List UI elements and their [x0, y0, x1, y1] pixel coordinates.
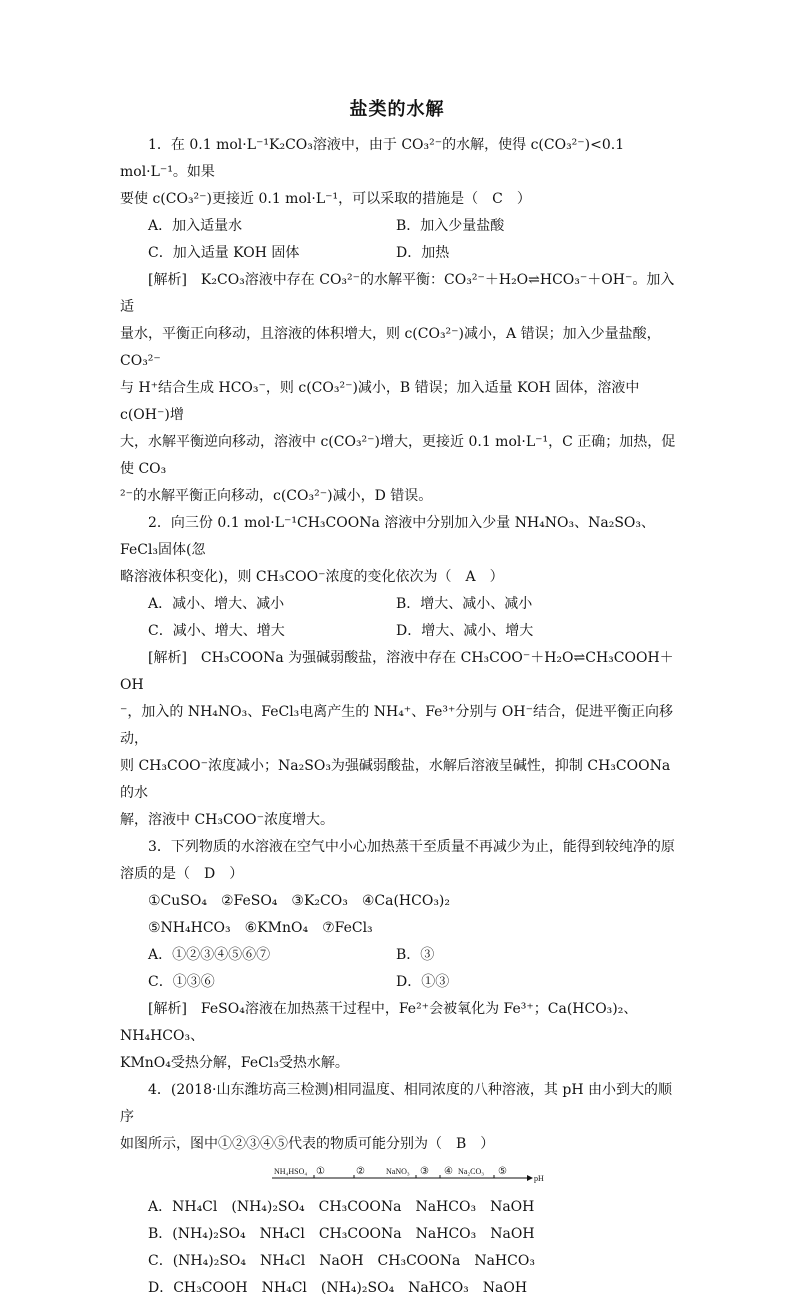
ph-order-diagram: [120, 1162, 678, 1188]
ph-label-3: ③: [420, 1166, 429, 1177]
ph-axis-label: pH: [534, 1174, 544, 1183]
q1-option-a: A．加入适量水: [148, 218, 243, 234]
q1-options-row-2: [120, 240, 678, 267]
q1-stem-line-1: 1．在 0.1 mol·L⁻¹K₂CO₃溶液中，由于 CO₃²⁻的水解，使得 c(CO₃²⁻)<0.1 mol·L⁻¹。如果: [120, 137, 625, 180]
ph-label-nh4hso4: NH₄HSO₄: [274, 1167, 308, 1176]
ph-label-4: ④: [444, 1166, 453, 1177]
q4-stem-line-1: 4．(2018·山东潍坊高三检测)相同温度、相同浓度的八种溶液，其 pH 由小到大的顺序: [120, 1082, 672, 1125]
q3-stem-line-1: 3．下列物质的水溶液在空气中小心加热蒸干至质量不再减少为止，能得到较纯净的原: [148, 839, 675, 855]
q2-explanation-line-1: [解析] CH₃COONa 为强碱弱酸盐，溶液中存在 CH₃COO⁻＋H₂O⇌CH₃COOH＋OH: [120, 650, 674, 693]
q1-explanation-line-2: 量水，平衡正向移动，且溶液的体积增大，则 c(CO₃²⁻)减小，A 错误；加入少量盐酸，CO₃²⁻: [120, 326, 661, 369]
q2-stem-line-1: 2．向三份 0.1 mol·L⁻¹CH₃COONa 溶液中分别加入少量 NH₄NO₃、Na₂SO₃、FeCl₃固体(忽: [120, 515, 656, 558]
q3-substance-list-1: ①CuSO₄ ②FeSO₄ ③K₂CO₃ ④Ca(HCO₃)₂: [148, 893, 451, 909]
q2-explanation-line-3: 则 CH₃COO⁻浓度减小；Na₂SO₃为强碱弱酸盐，水解后溶液呈碱性，抑制 CH₃COONa 的水: [120, 758, 671, 801]
q3-options-row-1: [120, 942, 678, 969]
q3-option-a: A．①②③④⑤⑥⑦: [148, 947, 271, 963]
q1-explanation-line-4: 大，水解平衡逆向移动，溶液中 c(CO₃²⁻)增大，更接近 0.1 mol·L⁻¹，C 正确；加热，促使 CO₃: [120, 434, 676, 477]
ph-label-2: ②: [356, 1166, 365, 1177]
question-2: [120, 510, 678, 834]
q3-option-c: C．①③⑥: [148, 974, 215, 990]
q3-explanation-line-1: [解析] FeSO₄溶液在加热蒸干过程中，Fe²⁺会被氧化为 Fe³⁺；Ca(HCO₃)₂、NH₄HCO₃、: [120, 1001, 638, 1044]
q4-option-a: A．NH₄Cl (NH₄)₂SO₄ CH₃COONa NaHCO₃ NaOH: [148, 1199, 535, 1215]
q1-explanation-line-1: [解析] K₂CO₃溶液中存在 CO₃²⁻的水解平衡：CO₃²⁻＋H₂O⇌HCO₃⁻＋OH⁻。加入适: [120, 272, 675, 315]
q1-stem-line-2: 要使 c(CO₃²⁻)更接近 0.1 mol·L⁻¹，可以采取的措施是（ C ）: [120, 191, 531, 207]
ph-label-nano3: NaNO₃: [386, 1167, 410, 1176]
q2-option-b: B．增大、减小、减小: [396, 596, 533, 612]
q3-options-row-2: [120, 969, 678, 996]
q4-option-c: C．(NH₄)₂SO₄ NH₄Cl NaOH CH₃COONa NaHCO₃: [148, 1253, 535, 1269]
q1-explanation-line-5: ²⁻的水解平衡正向移动，c(CO₃²⁻)减小，D 错误。: [120, 488, 433, 504]
q1-options-row-1: [120, 213, 678, 240]
q3-stem-line-2: 溶质的是（ D ）: [120, 866, 244, 882]
q2-options-row-1: [120, 591, 678, 618]
q4-option-b: B．(NH₄)₂SO₄ NH₄Cl CH₃COONa NaHCO₃ NaOH: [148, 1226, 535, 1242]
question-4: [120, 1077, 678, 1302]
q3-option-b: B．③: [396, 947, 435, 963]
page-title: 盐类的水解: [349, 99, 445, 120]
q2-explanation-line-4: 解，溶液中 CH₃COO⁻浓度增大。: [120, 812, 335, 828]
q2-option-d: D．增大、减小、增大: [396, 623, 534, 639]
q3-explanation-line-2: KMnO₄受热分解，FeCl₃受热水解。: [120, 1055, 349, 1071]
document-body: [120, 132, 678, 1302]
ph-label-5: ⑤: [498, 1166, 507, 1177]
q1-option-d: D．加热: [396, 245, 450, 261]
q2-option-c: C．减小、增大、增大: [148, 623, 285, 639]
ph-label-1: ①: [316, 1166, 325, 1177]
q1-option-c: C．加入适量 KOH 固体: [148, 245, 300, 261]
q1-option-b: B．加入少量盐酸: [396, 218, 505, 234]
question-1: [120, 132, 678, 510]
question-3: [120, 834, 678, 1077]
q3-option-d: D．①③: [396, 974, 450, 990]
q2-options-row-2: [120, 618, 678, 645]
q2-explanation-line-2: ⁻，加入的 NH₄NO₃、FeCl₃电离产生的 NH₄⁺、Fe³⁺分别与 OH⁻结合，促进平衡正向移动，: [120, 704, 673, 747]
q1-explanation-line-3: 与 H⁺结合生成 HCO₃⁻，则 c(CO₃²⁻)减小，B 错误；加入适量 KOH 固体，溶液中 c(OH⁻)增: [120, 380, 640, 423]
q2-stem-line-2: 略溶液体积变化)，则 CH₃COO⁻浓度的变化依次为（ A ）: [120, 569, 504, 585]
ph-axis-svg: [270, 1162, 550, 1186]
q4-stem-line-2: 如图所示，图中①②③④⑤代表的物质可能分别为（ B ）: [120, 1136, 495, 1152]
q3-substance-list-2: ⑤NH₄HCO₃ ⑥KMnO₄ ⑦FeCl₃: [148, 920, 373, 936]
q4-option-d: D．CH₃COOH NH₄Cl (NH₄)₂SO₄ NaHCO₃ NaOH: [148, 1280, 528, 1296]
q2-option-a: A．减小、增大、减小: [148, 596, 285, 612]
ph-label-na2co3: Na₂CO₃: [458, 1167, 485, 1176]
